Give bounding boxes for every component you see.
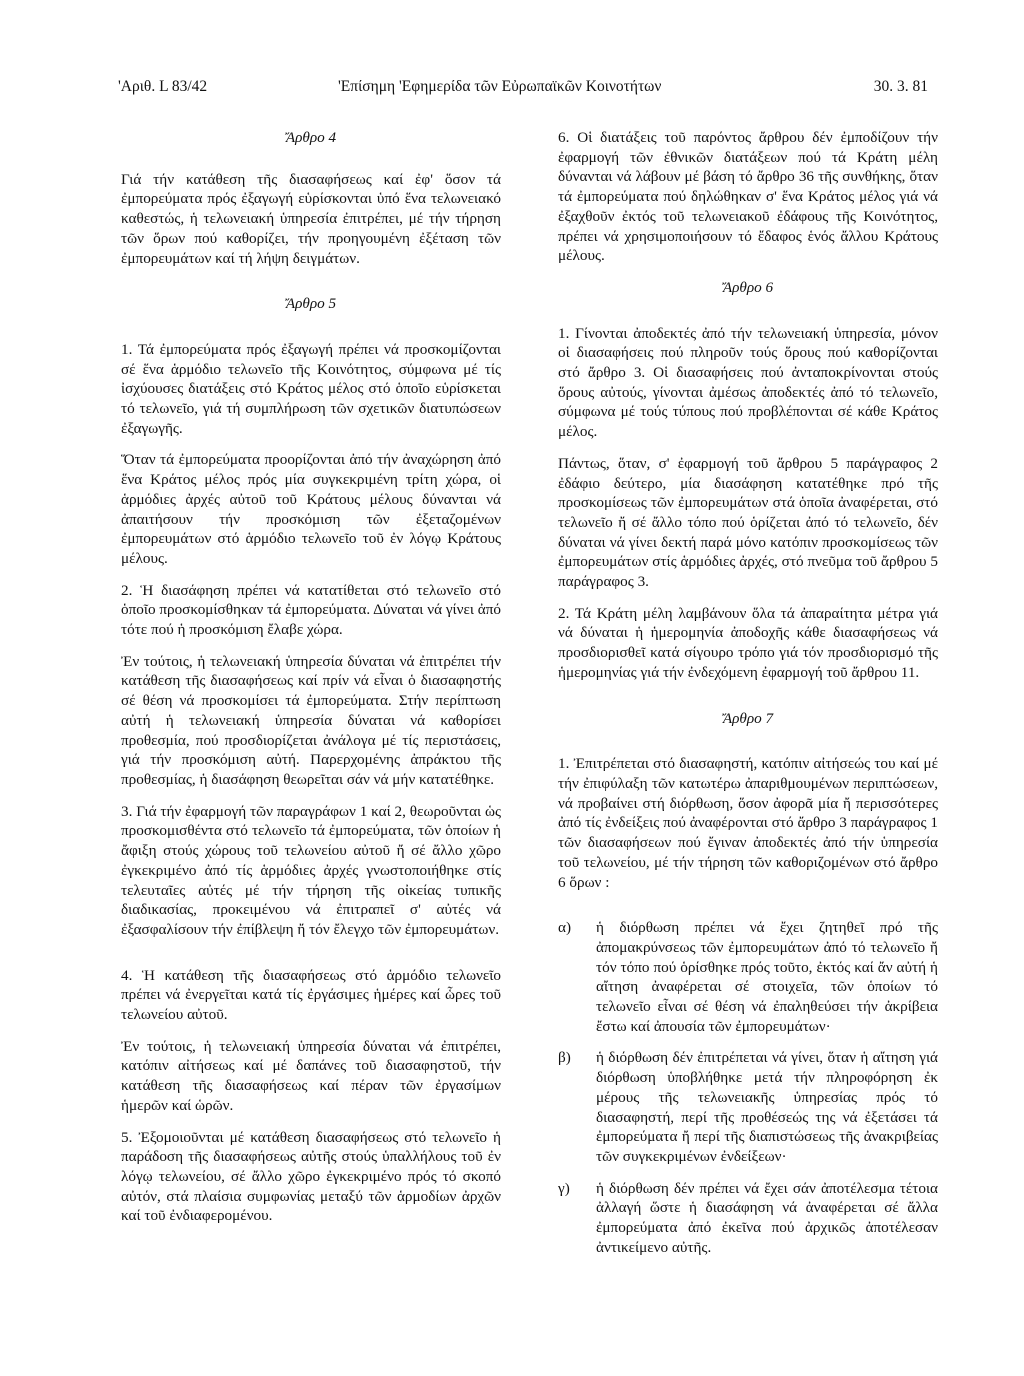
list-item [558, 1179, 938, 1258]
article-5-paragraph-6: 6. Οἱ διατάξεις τοῦ παρόντος ἄρθρου δέν ἐμποδίζουν τήν ἐφαρμογή τῶν ἐθνικῶν διατάξεων πού τά Κράτη μέλη δύνανται νά λάβουν μέ βάση τό ἄρθρο 36 τῆς συνθήκης, ὅταν τά ἐμπορεύματα πού δηλώθηκαν σ' ἕνα Κράτος μέλος γιά νά ἐξαχθοῦν ἐκτός τοῦ τελωνειακοῦ ἐδάφους τῆς Κοινότητος, πρέπει νά χρησιμοποιήσουν τό ἔδαφος ἑνός ἄλλου Κράτους μέλους. [558, 129, 938, 265]
list-item-text: ἡ διόρθωση δέν ἐπιτρέπεται νά γίνει, ὅταν ἡ αἴτηση γιά διόρθωση ὑποβλήθηκε μετά τήν πληροφόρηση ἐκ μέρους τῆς τελωνειακῆς ὑπηρεσίας πρός τό διασαφηστή, περί τῆς προθέσεώς της νά ἐξετάσει τά ἐμπορεύματα ἤ περί τῆς διαπιστώσεως τῆς ἀνακριβείας τῶν συγκεκριμένων ἐνδείξεων· [596, 1049, 938, 1165]
article-6-paragraph-2: 2. Τά Κράτη μέλη λαμβάνουν ὅλα τά ἀπαραίτητα μέτρα γιά νά δύναται ἡ ἡμερομηνία ἀποδοχῆς κάθε διασαφήσεως νά προσδιορισθεῖ κατά σίγουρο τρόπο γιά τόν προσδιορισμό τῆς ἡμερομηνίας γιά τήν ἐνδεχόμενη ἐφαρμογή τοῦ ἄρθρου 11. [558, 604, 938, 681]
list-item-label: γ) [558, 1179, 570, 1197]
left-column [121, 128, 501, 1238]
article-6-paragraph-1b: Πάντως, ὅταν, σ' ἐφαρμογή τοῦ ἄρθρου 5 παράγραφος 2 ἐδάφιο δεύτερο, μία διασάφηση κατατέθηκε πρό τῆς προσκομίσεως τῶν ἐμπορευμάτων στά ὁποῖα ἀναφέρεται, στό τελωνεῖο ἤ σέ ἄλλο τόπο πού ὁρίζεται ἀπό τό τελωνεῖο, δέν δύναται νά γίνει δεκτή παρά μόνο κατόπιν προσκομίσεως τῶν ἐμπορευμάτων στίς ἁρμόδιες ἀρχές, στό πνεῦμα τοῦ ἄρθρου 5 παράγραφος 3. [558, 454, 938, 591]
article-5-paragraph-3: 3. Γιά τήν ἐφαρμογή τῶν παραγράφων 1 καί 2, θεωροῦνται ὡς προσκομισθέντα στό τελωνεῖο τά ἐμπορεύματα, τῶν ὁποίων ἡ ἄφιξη στούς χώρους τοῦ τελωνείου αὐτοῦ ἤ σέ ἄλλο χῶρο ἐγκεκριμένο ἀπό τίς ἁρμόδιες ἀρχές γνωστοποιήθηκε στίς τελευταῖες αὐτές μέ τήν τήρηση τῆς οἰκείας τυπικῆς διαδικασίας, προκειμένου νά ἐπιτραπεῖ σ' αὐτές νά ἐξασφαλίσουν τήν ἐπίβλεψη ἤ τόν ἔλεγχο τῶν ἐμπορευμάτων. [121, 802, 501, 938]
list-item [558, 1048, 938, 1166]
article-5-paragraph-5: 5. Ἐξομοιοῦνται μέ κατάθεση διασαφήσεως στό τελωνεῖο ἡ παράδοση τῆς διασαφήσεως αὐτῆς στούς ὑπαλλήλους τοῦ ἐν λόγῳ τελωνείου, σέ ἄλλο χῶρο ἐγκεκριμένο πρός τό σκοπό αὐτόν, στά πλαίσια συμφωνίας μεταξύ τῶν ἁρμοδίων ἀρχῶν καί τοῦ ἐνδιαφερομένου. [121, 1128, 501, 1225]
list-item [558, 918, 938, 1036]
article-5-paragraph-1: 1. Τά ἐμπορεύματα πρός ἐξαγωγή πρέπει νά προσκομίζονται σέ ἕνα ἁρμόδιο τελωνεῖο τῆς Κοινότητος, σύμφωνα μέ τίς ἰσχύουσες διατάξεις στό Κράτος μέλος στό ὁποῖο εὑρίσκεται τό τελωνεῖο, γιά τή συμπλήρωση τῶν σχετικῶν διατυπώσεων ἐξαγωγῆς. [121, 340, 501, 437]
page-header [118, 78, 928, 102]
list-item-label: α) [558, 919, 572, 937]
article-6-paragraph-1: 1. Γίνονται ἀποδεκτές ἀπό τήν τελωνειακή ὑπηρεσία, μόνον οἱ διασαφήσεις πού πληροῦν τούς ὅρους πού καθορίζονται στό ἄρθρο 3. Οἱ διασαφήσεις πού ἀνταποκρίνονται στούς ὅρους αὐτούς, γίνονται ἀμέσως ἀποδεκτές ἀπό τό τελωνεῖο, σύμφωνα μέ τούς τύπους πού προβλέπονται σέ κάθε Κράτος μέλος. [558, 324, 938, 441]
article-6-heading: Ἄρθρο 6 [722, 278, 774, 296]
article-4-heading: Ἄρθρο 4 [285, 129, 337, 146]
article-5-paragraph-4: 4. Ἡ κατάθεση τῆς διασαφήσεως στό ἁρμόδιο τελωνεῖο πρέπει νά ἐνεργεῖται κατά τίς ἐργάσιμες ἡμέρες καί ὧρες τοῦ τελωνείου αὐτοῦ. [121, 966, 501, 1024]
list-item-text: ἡ διόρθωση πρέπει νά ἔχει ζητηθεῖ πρό τῆς ἀπομακρύνσεως τῶν ἐμπορευμάτων ἀπό τό τελωνεῖο ἤ τόν τόπο πού ὁρίσθηκε πρός τοῦτο, ἐκτός καί ἄν αὐτή ἡ αἴτηση ἀναφέρεται σέ στοιχεῖα, τῶν ὁποίων τό τελωνεῖο εἶναι σέ θέση νά ἐπαληθεύσει τήν ἀκρίβεια ἔστω καί ἀπουσία τῶν ἐμπορευμάτων· [596, 919, 938, 1035]
list-item-label: β) [558, 1049, 571, 1067]
article-5-paragraph-2: 2. Ἡ διασάφηση πρέπει νά κατατίθεται στό τελωνεῖο στό ὁποῖο προσκομίσθηκαν τά ἐμπορεύματα. Δύναται νά γίνει ἀπό τότε πού ἡ προσκόμιση ἔλαβε χώρα. [121, 581, 501, 639]
article-7-heading: Ἄρθρο 7 [722, 709, 774, 727]
list-item-text: ἡ διόρθωση δέν πρέπει νά ἔχει σάν ἀποτέλεσμα τέτοια ἀλλαγή ὥστε ἡ διασάφηση νά ἀναφέρεται σέ ἄλλα ἐμπορεύματα ἀπό ἐκεῖνα πού ἀρχικῶς ἀποτέλεσαν ἀντικείμενο αὐτῆς. [596, 1179, 938, 1256]
article-5-paragraph-4b: Ἐν τούτοις, ἡ τελωνειακή ὑπηρεσία δύναται νά ἐπιτρέπει, κατόπιν αἰτήσεως καί μέ δαπάνες τοῦ διασαφηστοῦ, τήν κατάθεση τῆς διασαφήσεως καί πέραν τῶν ἐργασίμων ἡμερῶν καί ὡρῶν. [121, 1037, 501, 1114]
journal-title: 'Επίσημη 'Εφημερίδα τῶν Εὐρωπαϊκῶν Κοινοτήτων [338, 78, 662, 95]
article-5-paragraph-2b: Ἐν τούτοις, ἡ τελωνειακή ὑπηρεσία δύναται νά ἐπιτρέπει τήν κατάθεση τῆς διασαφήσεως καί πρίν νά εἶναι ὁ διασαφηστής σέ θέση νά προσκομίσει τά ἐμπορεύματα. Στήν περίπτωση αὐτή ἡ τελωνειακή ὑπηρεσία δύναται νά καθορίσει προθεσμία, πού προσδιορίζεται ἀνάλογα μέ τίς περιστάσεις, γιά τήν προσκόμιση αὐτή. Παρερχομένης ἀπράκτου τῆς προθεσμίας, ἡ διασάφηση θεωρεῖται σάν νά μήν κατατέθηκε. [121, 652, 501, 788]
article-5-heading: Ἄρθρο 5 [285, 295, 337, 313]
publication-date: 30. 3. 81 [873, 78, 928, 95]
article-5-paragraph-1b: Ὅταν τά ἐμπορεύματα προορίζονται ἀπό τήν ἀναχώρηση ἀπό ἕνα Κράτος μέλος πρός μία συγκεκριμένη τρίτη χώρα, οἱ ἁρμόδιες ἀρχές αὐτοῦ τοῦ Κράτους μέλους δύνανται νά ἀπαιτήσουν τήν προσκόμιση τῶν ἐξεταζομένων ἐμπορευμάτων στό ἁρμόδιο τελωνεῖο τοῦ ἐν λόγῳ Κράτους μέλους. [121, 451, 501, 567]
journal-reference: 'Αριθ. L 83/42 [118, 78, 208, 95]
right-column [558, 128, 938, 1269]
article-4-paragraph: Γιά τήν κατάθεση τῆς διασαφήσεως καί ἐφ' ὅσον τά ἐμπορεύματα πρός ἐξαγωγή εὑρίσκονται ὑπό ἕνα τελωνειακό καθεστώς, ἡ τελωνειακή ὑπηρεσία ἐπιτρέπει, μέ τήν τήρηση τῶν ὅρων πού καθορίζει, τήν προηγουμένη ἐξέταση τῶν ἐμπορευμάτων καί τή λήψη δειγμάτων. [121, 170, 501, 267]
article-7-paragraph-1: 1. Ἐπιτρέπεται στό διασαφηστή, κατόπιν αἰτήσεώς του καί μέ τήν ἐπιφύλαξη τῶν κατωτέρω ἀπαριθμουμένων περιπτώσεων, νά προβαίνει στή διόρθωση, ὅσον ἀφορᾶ μία ἤ περισσότερες ἀπό τίς ἐνδείξεις πού ἀναφέρονται στό ἄρθρο 3 παράγραφος 1 τῶν διασαφήσεων πού ἔγιναν ἀποδεκτές ἀπό τήν ὑπηρεσία τοῦ τελωνείου, μέ τήν τήρηση τῶν καθοριζομένων στό ἄρθρο 6 ὅρων : [558, 755, 938, 891]
